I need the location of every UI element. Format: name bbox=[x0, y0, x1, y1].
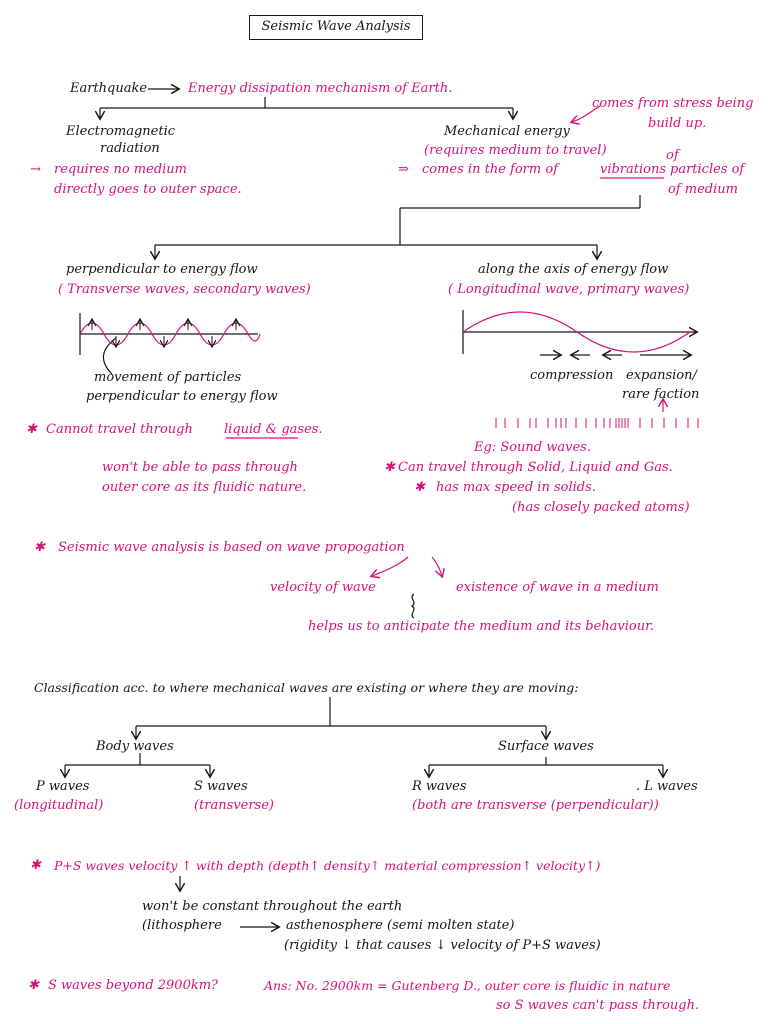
title-box bbox=[249, 15, 423, 40]
longitudinal-sub: ( Longitudinal wave, primary waves) bbox=[448, 282, 690, 297]
s-waves-sub: (transverse) bbox=[194, 798, 274, 813]
cannot-travel: Cannot travel through bbox=[46, 422, 193, 437]
rigidity: (rigidity ↓ that causes ↓ velocity of P+S waves) bbox=[284, 938, 601, 953]
movement-line1: movement of particles bbox=[94, 370, 242, 385]
vibrations-word: vibrations bbox=[600, 162, 667, 177]
asthenosphere: asthenosphere (semi molten state) bbox=[286, 918, 515, 933]
helps-anticipate: helps us to anticipate the medium and its behaviour. bbox=[308, 619, 655, 634]
r-waves: R waves bbox=[412, 779, 467, 794]
eg-sound: Eg: Sound waves. bbox=[474, 440, 591, 455]
analysis-based-on: Seismic wave analysis is based on wave propogation bbox=[58, 540, 405, 555]
star-mark-2: ✱ bbox=[384, 460, 395, 475]
classification-heading: Classification acc. to where mechanical waves are existing or where they are moving: bbox=[34, 680, 579, 695]
wont-line2: outer core as its fluidic nature. bbox=[102, 480, 307, 495]
stress-line2: build up. bbox=[648, 116, 707, 131]
energy-dissipation-text: Energy dissipation mechanism of Earth. bbox=[188, 81, 453, 96]
star-mark-6: ✱ bbox=[28, 978, 39, 993]
longitudinal-heading: along the axis of energy flow bbox=[478, 262, 669, 277]
wont-line1: won't be able to pass through bbox=[102, 460, 298, 475]
max-speed: has max speed in solids. bbox=[436, 480, 596, 495]
l-waves: . L waves bbox=[636, 779, 698, 794]
surface-waves: Surface waves bbox=[498, 739, 594, 754]
not-constant: won't be constant throughout the earth bbox=[142, 899, 403, 914]
star-mark-1: ✱ bbox=[26, 422, 37, 437]
velocity-of-wave: velocity of wave bbox=[270, 580, 376, 595]
transverse-heading: perpendicular to energy flow bbox=[66, 262, 258, 277]
closely-packed: (has closely packed atoms) bbox=[512, 500, 690, 515]
of-word: of bbox=[666, 148, 679, 163]
s-beyond-question: S waves beyond 2900km? bbox=[48, 978, 219, 993]
liquid-gases: liquid & gases. bbox=[224, 422, 323, 437]
mechanical-sub: (requires medium to travel) bbox=[424, 143, 607, 158]
s-beyond-answer-1: Ans: No. 2900km = Gutenberg D., outer core is fluidic in nature bbox=[264, 978, 671, 993]
compression-label: compression bbox=[530, 368, 614, 383]
star-mark-3: ✱ bbox=[414, 480, 425, 495]
transverse-sub: ( Transverse waves, secondary waves) bbox=[58, 282, 311, 297]
p-waves: P waves bbox=[36, 779, 90, 794]
particles-line2: of medium bbox=[668, 182, 738, 197]
earthquake-label: Earthquake bbox=[70, 81, 148, 96]
star-mark-5: ✱ bbox=[30, 858, 41, 873]
lithosphere: (lithosphere bbox=[142, 918, 222, 933]
em-note-line1: requires no medium bbox=[54, 162, 188, 177]
s-beyond-answer-2: so S waves can't pass through. bbox=[496, 998, 700, 1013]
sound-wave-ticks bbox=[496, 418, 698, 428]
rarefaction-label: rare faction bbox=[622, 387, 700, 402]
star-mark-4: ✱ bbox=[34, 540, 45, 555]
can-travel: Can travel through Solid, Liquid and Gas. bbox=[398, 460, 673, 475]
velocity-depth: P+S waves velocity ↑ with depth (depth↑ density↑ material compression↑ velocity↑) bbox=[54, 858, 601, 873]
s-waves: S waves bbox=[194, 779, 248, 794]
p-waves-sub: (longitudinal) bbox=[14, 798, 104, 813]
em-note-line2: directly goes to outer space. bbox=[54, 182, 242, 197]
page-title: Seismic Wave Analysis bbox=[261, 19, 411, 34]
particles-line1: particles of bbox=[670, 162, 745, 177]
vibrations-prefix: comes in the form of bbox=[422, 162, 558, 177]
mechanical-heading: Mechanical energy bbox=[444, 124, 570, 139]
existence-of-wave: existence of wave in a medium bbox=[456, 580, 659, 595]
em-arrow: → bbox=[30, 162, 41, 177]
stress-line1: comes from stress being bbox=[592, 96, 754, 111]
expansion-label: expansion/ bbox=[626, 368, 697, 383]
movement-line2: perpendicular to energy flow bbox=[86, 389, 278, 404]
em-heading-line2: radiation bbox=[100, 141, 160, 156]
arrow-mark: ⇒ bbox=[398, 162, 409, 177]
body-waves: Body waves bbox=[96, 739, 174, 754]
rl-waves-sub: (both are transverse (perpendicular)) bbox=[412, 798, 659, 813]
em-heading-line1: Electromagnetic bbox=[66, 124, 176, 139]
